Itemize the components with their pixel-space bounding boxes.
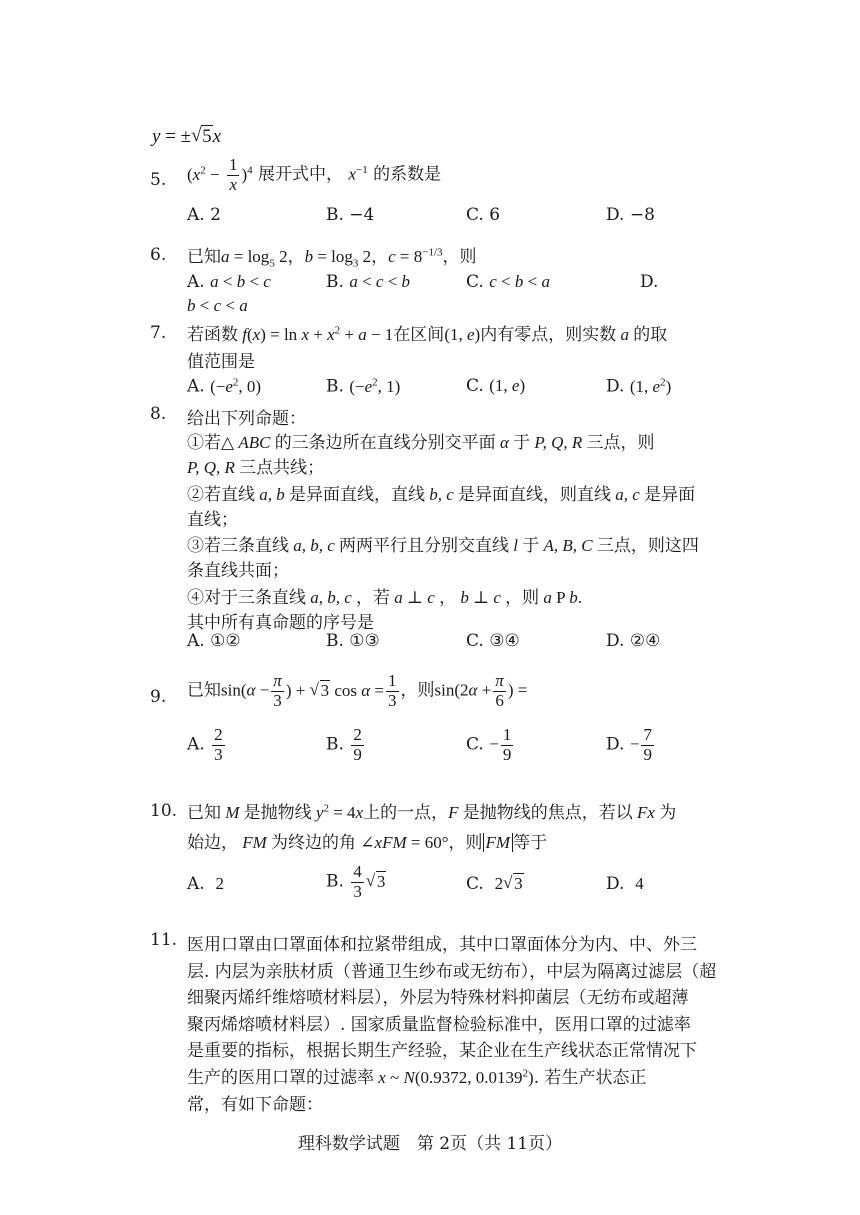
q10-option-c[interactable]: C. 2√ 3 bbox=[466, 874, 524, 894]
q7-stem-line2: 值范围是 bbox=[187, 352, 255, 372]
q11-number: 11. bbox=[150, 930, 178, 950]
q9-option-b[interactable]: B. $\frac{2}{9}$ bbox=[326, 725, 362, 764]
q5-number: 5. bbox=[150, 170, 167, 190]
q10-option-b[interactable]: B. $\frac{4}{3}$ √ 3 bbox=[326, 863, 386, 901]
q7-stem-line1: 若函数 $f(x) = \ln x + x^2 + a - 1$在区间(1, e)内有零点，则实数 a 的取 bbox=[187, 324, 668, 345]
q6-option-a[interactable]: A. a < b < c bbox=[187, 272, 271, 292]
q5-option-a[interactable]: A. 2 bbox=[187, 205, 221, 225]
q5-option-b[interactable]: B. −4 bbox=[326, 205, 375, 225]
q9-option-d[interactable]: D. − $\frac{7}{9}$ bbox=[606, 725, 652, 764]
q10-stem-line2: 始边， FM 为终边的角 ∠xFM = 60°，则 FM 等于 bbox=[187, 833, 548, 853]
q8-prop2-line1: ②若直线 a, b 是异面直线，直线 b, c 是异面直线，则直线 a, c 是异面 bbox=[187, 485, 696, 505]
top-formula: y = ±√ 5x bbox=[152, 126, 221, 148]
q10-option-d[interactable]: D. 4 bbox=[606, 874, 644, 894]
q8-prop2-line2: 直线； bbox=[187, 510, 238, 530]
page-footer: 理科数学试题 第 2页（共 11页） bbox=[297, 1134, 563, 1154]
q6-option-b[interactable]: B. a < c < b bbox=[326, 272, 411, 292]
q10-option-a[interactable]: A. 2 bbox=[187, 874, 224, 894]
q11-line1: 医用口罩由口罩面体和拉紧带组成，其中口罩面体分为内、中、外三 bbox=[187, 935, 697, 955]
q6-option-c[interactable]: C. c < b < a bbox=[466, 272, 550, 292]
q6-option-d-content[interactable]: b < c < a bbox=[187, 296, 248, 315]
q7-option-a[interactable]: A. ($-e^2$, 0) bbox=[187, 376, 262, 397]
q8-option-a[interactable]: A. ①② bbox=[187, 631, 241, 651]
q5-option-d[interactable]: D. −8 bbox=[606, 205, 655, 225]
q7-option-b[interactable]: B. ($-e^2$, 1) bbox=[326, 376, 401, 397]
q9-number: 9. bbox=[150, 687, 167, 707]
q5-stem: ($x^2$ − $\frac{1}{x}$ )$^4$ 展开式中， $x^{-1}$ 的系数是 bbox=[187, 155, 442, 194]
q8-ask: 其中所有真命题的序号是 bbox=[187, 613, 374, 633]
q8-prop1-line2: P, Q, R 三点共线； bbox=[187, 458, 325, 478]
q10-number: 10. bbox=[150, 801, 178, 821]
q11-line2: 层. 内层为亲肤材质（普通卫生纱布或无纺布），中层为隔离过滤层（超 bbox=[187, 962, 717, 982]
q6-stem: 已知$a = \log_5 2$，$b = \log_3 2$，$c = 8^{-1/3}$，则 bbox=[187, 246, 477, 270]
q9-option-a[interactable]: A. $\frac{2}{3}$ bbox=[187, 725, 223, 764]
q11-line3: 细聚丙烯纤维熔喷材料层），外层为特殊材料抑菌层（无纺布或超薄 bbox=[187, 988, 689, 1008]
q7-option-d[interactable]: D. (1, $e^2$) bbox=[606, 376, 672, 397]
q9-option-c[interactable]: C. − $\frac{1}{9}$ bbox=[466, 725, 512, 764]
q11-line5: 是重要的指标，根据长期生产经验，某企业在生产线状态正常情况下 bbox=[187, 1041, 697, 1061]
q8-prop3-line2: 条直线共面； bbox=[187, 561, 289, 581]
q8-prop4: ④对于三条直线 a, b, c ，若 a ⊥ c ， b ⊥ c ，则 a P b. bbox=[187, 588, 582, 608]
q6-option-d[interactable]: D. bbox=[640, 272, 659, 292]
q8-prop1-line1: ①若△ ABC 的三条边所在直线分别交平面 α 于 P, Q, R 三点，则 bbox=[187, 433, 655, 453]
q8-option-d[interactable]: D. ②④ bbox=[606, 631, 661, 651]
q11-line4: 聚丙烯熔喷材料层）. 国家质量监督检验标准中，医用口罩的过滤率 bbox=[187, 1015, 691, 1035]
q5-option-c[interactable]: C. 6 bbox=[466, 205, 501, 225]
q8-option-b[interactable]: B. ①③ bbox=[326, 631, 380, 651]
q11-line7: 常，有如下命题： bbox=[187, 1095, 323, 1115]
q8-number: 8. bbox=[150, 404, 167, 424]
q11-line6: 生产的医用口罩的过滤率 x ~ N(0.9372, 0.0139$^2$). 若生产状态正 bbox=[187, 1067, 647, 1088]
q8-intro: 给出下列命题： bbox=[187, 409, 306, 429]
q8-prop3-line1: ③若三条直线 a, b, c 两两平行且分别交直线 l 于 A, B, C 三点，则这四 bbox=[187, 536, 699, 556]
q7-option-c[interactable]: C. (1, e) bbox=[466, 376, 526, 396]
q9-stem: 已知sin(α − $\frac{\pi}{3}$ ) + √ 3 cos α = $\frac{1}{3}$ ，则sin(2α + $\frac{\pi}{6}$ ) = bbox=[187, 672, 527, 710]
q6-number: 6. bbox=[150, 245, 167, 265]
q8-option-c[interactable]: C. ③④ bbox=[466, 631, 520, 651]
q7-number: 7. bbox=[150, 323, 167, 343]
q10-stem-line1: 已知 M 是抛物线 $y^2 = 4x$上的一点，F 是抛物线的焦点，若以 Fx 为 bbox=[187, 802, 677, 823]
